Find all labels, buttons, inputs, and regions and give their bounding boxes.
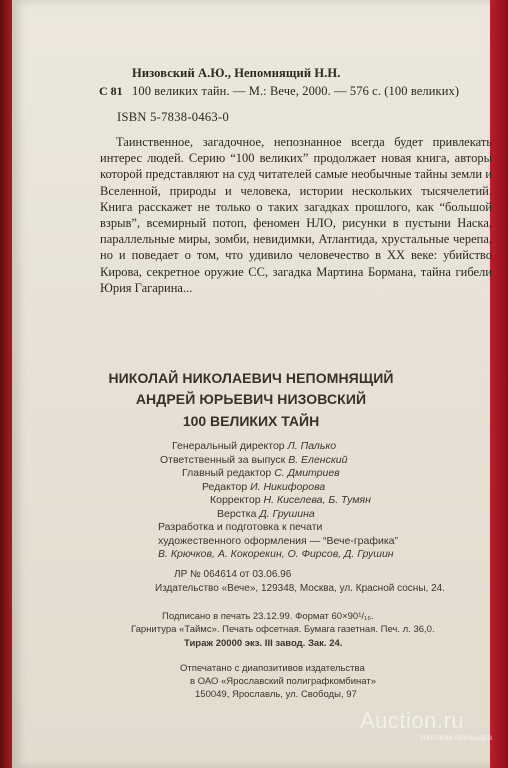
credits-block: [142, 440, 398, 562]
credit-line: Генеральный директор Л. Палько: [172, 440, 337, 452]
annotation: Таинственное, загадочное, непознанное всегда будет привлекать интерес людей. Серию “100 великих” продолжает новая книга, авторы которой представляют на суд читателей самые необычные тайны земли и Вселенной, природы и человека, истории нескольких тысячелетий. Книга расскажет не только о таких загадках прошлого, как “большой взрыв”, всемирный потоп, феномен НЛО, рисунки в пустыни Наска, параллельные миры, зомби, невидимки, Атлантида, хрустальные черепа, но и поведает о том, что удивило человечество в XX веке: убийство Кирова, секретное оружие СС, загадка Мартина Бормана, тайна гибели Юрия Гагарина...: [100, 135, 492, 295]
isbn: ISBN 5-7838-0463-0: [117, 110, 229, 124]
print-info-line: Гарнитура «Таймс». Печать офсетная. Бумага газетная. Печ. л. 36,0.: [131, 624, 435, 635]
watermark-caption: торговая площадка: [420, 733, 493, 742]
book-page: [12, 0, 493, 768]
publisher-address: Издательство «Вече», 129348, Москва, ул. Красной сосны, 24.: [155, 583, 445, 594]
credit-line: Корректор Н. Киселева, Б. Тумян: [210, 494, 371, 506]
credit-line: Ответственный за выпуск В. Еленский: [160, 453, 348, 466]
print-info-line: Тираж 20000 экз. III завод. Зак. 24.: [184, 638, 343, 649]
author-name-1: НИКОЛАЙ НИКОЛАЕВИЧ НЕПОМНЯЩИЙ: [108, 370, 394, 386]
printing-house-line: 150049, Ярославль, ул. Свободы, 97: [195, 689, 357, 700]
bibliographic-title: 100 великих тайн. — М.: Вече, 2000. — 576 с. (100 великих): [132, 84, 460, 98]
bibliographic-code: С 81: [99, 84, 123, 98]
book-title: 100 ВЕЛИКИХ ТАЙН: [182, 413, 320, 429]
print-info-line: Подписано в печать 23.12.99. Формат 60×90¹/₁₆.: [162, 611, 374, 622]
watermark-logo: Auction.ru: [360, 708, 465, 733]
credit-line: Верстка Д. Грушина: [217, 507, 315, 520]
author-name-2: АНДРЕЙ ЮРЬЕВИЧ НИЗОВСКИЙ: [135, 391, 367, 407]
credit-line: художественного оформления — “Вече-графика”: [158, 534, 399, 547]
license-number: ЛР № 064614 от 03.06.96: [174, 569, 292, 580]
credit-line: В. Крючков, А. Кокорекин, О. Фирсов, Д. Грушин: [158, 548, 394, 560]
credit-line: Разработка и подготовка к печати: [158, 521, 323, 533]
credit-line: Главный редактор С. Дмитриев: [182, 467, 340, 479]
printing-house-line: Отпечатано с диапозитивов издательства: [180, 663, 365, 674]
printing-house-line: в ОАО «Ярославский полиграфкомбинат»: [190, 676, 377, 687]
book-cover-right-edge: [488, 0, 508, 768]
bibliographic-authors: Низовский А.Ю., Непомнящий Н.Н.: [132, 66, 341, 80]
credit-line: Редактор И. Никифорова: [202, 480, 326, 493]
